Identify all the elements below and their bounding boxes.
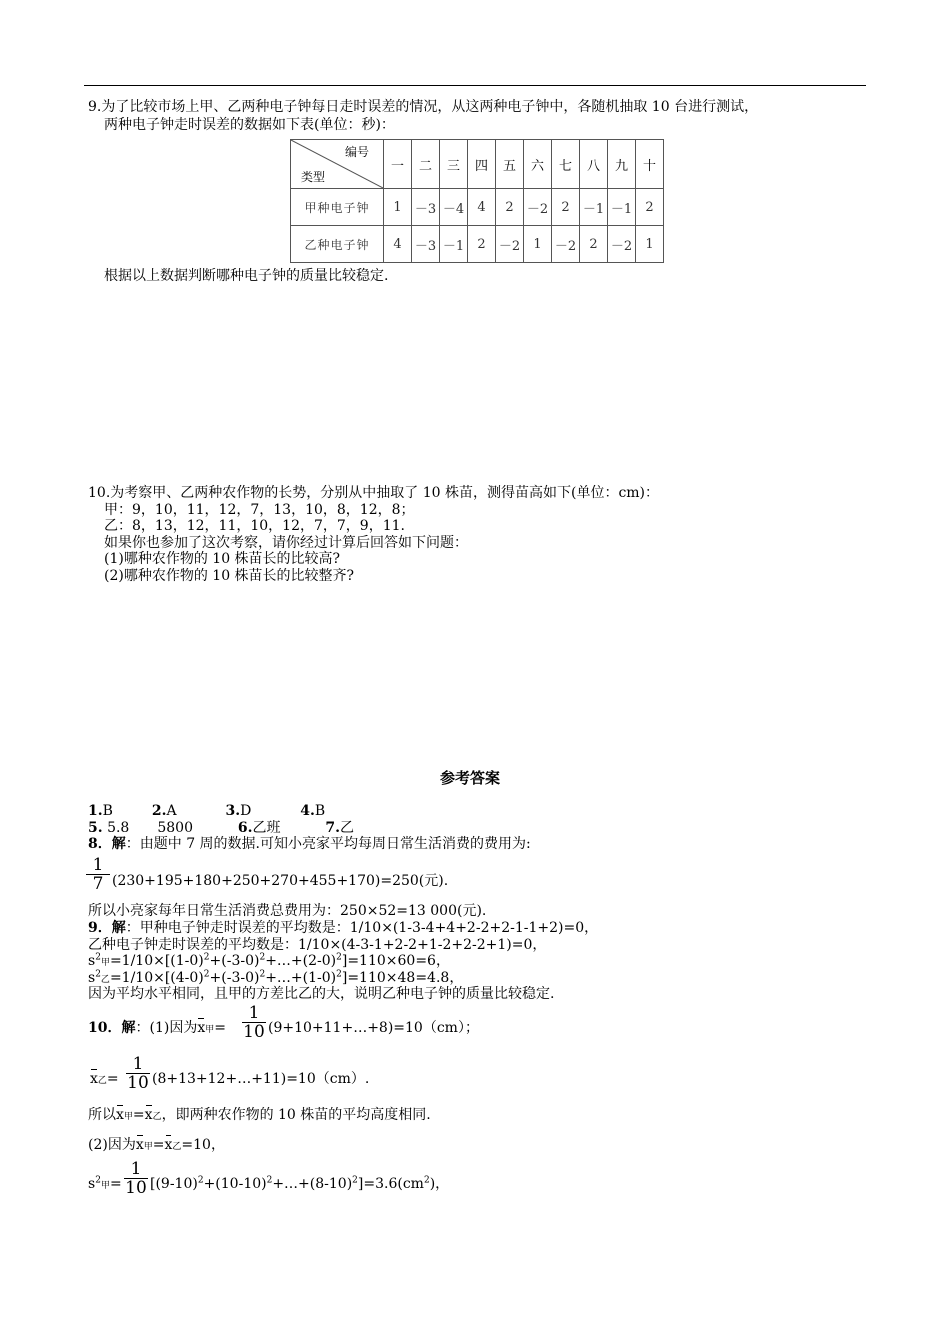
answer10-line2b: (8+13+12+…+11)=10（cm）. [152, 1071, 370, 1087]
answer10-line5a [88, 1176, 122, 1194]
answer10-text: ：(1)因为 [135, 1020, 198, 1036]
expr: +…+(2-0) [265, 953, 337, 969]
answer-number: 2. [151, 803, 167, 819]
var-s: s [88, 970, 96, 986]
answer10-line3 [88, 1107, 431, 1125]
subscript: 乙 [97, 1076, 107, 1086]
x-bar-symbol: x [164, 1137, 173, 1153]
superscript: 2 [423, 1175, 430, 1186]
answer9-label: 9．解 [88, 920, 126, 936]
fraction-one-seventh [86, 856, 110, 893]
answer10-line2a [90, 1071, 119, 1089]
superscript: 2 [259, 952, 266, 963]
answer-value: B [102, 803, 113, 819]
expr: =1/10×[(4-0) [109, 970, 204, 986]
col-header: 六 [524, 140, 552, 189]
table-cell: －1 [608, 189, 636, 226]
fraction-one-tenth [242, 1004, 266, 1041]
x-bar-symbol: x [90, 1071, 98, 1087]
answer10-line1b: (9+10+11+…+8)=10（cm）； [268, 1020, 479, 1036]
q10-line5: (1)哪种农作物的 10 株苗长的比较高? [104, 551, 341, 567]
q10-line2: 甲：9，10，11，12，7，13，10，8，12，8； [104, 502, 415, 518]
equals-sign: = [152, 1137, 165, 1153]
row-label: 乙种电子钟 [291, 226, 384, 263]
expr: =1/10×[(1-0) [109, 953, 204, 969]
answer-value: 5.8 5800 [107, 820, 193, 836]
superscript: 2 [336, 952, 342, 963]
superscript: 2 [95, 952, 101, 963]
fraction-denominator: 10 [243, 1022, 265, 1042]
table-cell: 2 [636, 189, 664, 226]
answers-title: 参考答案 [440, 769, 501, 787]
table-row [291, 189, 664, 226]
answer8-text: ：由题中 7 周的数据.可知小亮家平均每周日常生活消费的费用为: [125, 836, 531, 852]
table-cell: 4 [468, 189, 496, 226]
answer-value: 乙班 [252, 820, 281, 836]
error-data-table [290, 139, 664, 263]
header-type-label: 类型 [301, 170, 326, 184]
col-header: 一 [384, 140, 412, 189]
expr: ]=110×60=6， [341, 953, 450, 969]
subscript: 乙 [152, 1112, 162, 1122]
answer10-line1a [88, 1020, 226, 1038]
expr: ]=110×48=4.8， [341, 970, 464, 986]
table-cell: 2 [552, 189, 580, 226]
fraction-numerator: 1 [126, 1055, 150, 1074]
subscript: 甲 [123, 1112, 133, 1122]
answer-number: 6. [237, 820, 253, 836]
answer8-calc: (230+195+180+250+270+455+170)=250(元). [112, 873, 449, 889]
superscript: 2 [259, 969, 266, 980]
answers-row2 [88, 820, 354, 836]
table-cell: 2 [580, 226, 608, 263]
x-bar-symbol: x [144, 1107, 153, 1123]
q10-line4: 如果你也参加了这次考察，请你经过计算后回答如下问题： [104, 535, 468, 551]
superscript: 2 [197, 1175, 204, 1186]
q9-line2: 两种电子钟走时误差的数据如下表(单位：秒)： [104, 117, 395, 133]
answer9-line1 [88, 920, 598, 936]
answer-value: A [166, 803, 177, 819]
q10-line3: 乙：8，13，12，11，10，12，7，7，9，11. [104, 518, 405, 534]
col-header: 十 [636, 140, 664, 189]
x-bar-symbol: x [197, 1020, 206, 1036]
answer10-text: =10， [181, 1137, 225, 1153]
answer-value: B [314, 803, 326, 819]
table-cell: 1 [384, 189, 412, 226]
answers-row1 [88, 803, 325, 819]
answer-number: 7. [325, 820, 341, 836]
answer-value: D [240, 803, 252, 819]
answer9-line3 [88, 953, 450, 971]
q10-line6: (2)哪种农作物的 10 株苗长的比较整齐? [104, 568, 355, 584]
answer10-text: (2)因为 [88, 1137, 136, 1153]
subscript: 甲 [100, 958, 110, 968]
table-cell: －2 [524, 189, 552, 226]
expr: +(-3-0) [209, 953, 260, 969]
expr: +(-3-0) [209, 970, 260, 986]
table-cell: －2 [608, 226, 636, 263]
table-cell: 2 [468, 226, 496, 263]
subscript: 甲 [143, 1142, 153, 1152]
q10-line1: 10.为考察甲、乙两种农作物的长势，分别从中抽取了 10 株苗，测得苗高如下(单位：cm)： [88, 485, 660, 501]
answer8-label: 8．解 [88, 836, 126, 852]
header-number-label: 编号 [344, 145, 369, 159]
col-header: 八 [580, 140, 608, 189]
table-row [291, 226, 664, 263]
answer8-intro [88, 836, 531, 852]
table-cell: 1 [636, 226, 664, 263]
fraction-numerator: 1 [86, 856, 110, 875]
table-cell: －3 [412, 189, 440, 226]
col-header: 三 [440, 140, 468, 189]
subscript: 甲 [100, 1181, 110, 1191]
fraction-denominator: 10 [127, 1073, 149, 1093]
table-header-cell [291, 140, 384, 189]
superscript: 2 [266, 1175, 273, 1186]
table-cell: 4 [384, 226, 412, 263]
fraction-numerator: 1 [242, 1004, 266, 1023]
expr: [(9-10) [150, 1176, 198, 1192]
table-cell: －4 [440, 189, 468, 226]
x-bar-symbol: x [135, 1137, 144, 1153]
superscript: 2 [203, 952, 210, 963]
top-rule [84, 85, 866, 86]
table-cell: －2 [552, 226, 580, 263]
fraction-numerator: 1 [124, 1160, 148, 1179]
superscript: 2 [95, 1175, 101, 1186]
equals-sign: = [109, 1176, 122, 1192]
equals-sign: = [106, 1071, 119, 1087]
answer-value: 乙 [340, 820, 355, 836]
expr: ]=3.6(cm [357, 1176, 424, 1192]
expr: +(10-10) [203, 1176, 267, 1192]
var-s: s [88, 1176, 96, 1192]
fraction-one-tenth [126, 1055, 150, 1092]
subscript: 乙 [172, 1142, 182, 1152]
answer9-text: ：甲种电子钟走时误差的平均数是：1/10×(1-3-4+4+2-2+2-1-1+2)=0， [125, 920, 599, 936]
superscript: 2 [336, 969, 342, 980]
row-label: 甲种电子钟 [291, 189, 384, 226]
col-header: 五 [496, 140, 524, 189]
fraction-denominator: 7 [92, 874, 104, 894]
expr: +…+(1-0) [265, 970, 337, 986]
superscript: 2 [352, 1175, 358, 1186]
answer-number: 4. [300, 803, 315, 819]
fraction-one-tenth [124, 1160, 148, 1197]
answer9-line2: 乙种电子钟走时误差的平均数是：1/10×(4-3-1+2-2+1-2+2-2+1)=0， [88, 937, 547, 953]
var-s: s [88, 953, 96, 969]
table-cell: 1 [524, 226, 552, 263]
col-header: 七 [552, 140, 580, 189]
answer10-line5b [150, 1176, 449, 1192]
answer-number: 5. [88, 820, 103, 836]
equals-sign: = [214, 1020, 226, 1036]
q9-line1: 9.为了比较市场上甲、乙两种电子钟每日走时误差的情况，从这两种电子钟中，各随机抽取 10 台进行测试， [88, 99, 759, 115]
answer10-text: ，即两种农作物的 10 株苗的平均高度相同. [161, 1107, 431, 1123]
table-cell: 2 [496, 189, 524, 226]
col-header: 九 [608, 140, 636, 189]
answer-number: 1. [88, 803, 103, 819]
subscript: 乙 [100, 975, 110, 985]
table-cell: －2 [496, 226, 524, 263]
superscript: 2 [203, 969, 210, 980]
expr: +…+(8-10) [272, 1176, 353, 1192]
equals-sign: = [132, 1107, 145, 1123]
table-cell: －1 [580, 189, 608, 226]
expr: )， [429, 1176, 450, 1192]
answer10-line4 [88, 1137, 225, 1155]
table-cell: －1 [440, 226, 468, 263]
answer-number: 3. [225, 803, 241, 819]
col-header: 二 [412, 140, 440, 189]
q9-question: 根据以上数据判断哪种电子钟的质量比较稳定. [104, 268, 389, 284]
answer9-conclusion: 因为平均水平相同，且甲的方差比乙的大，说明乙种电子钟的质量比较稳定. [88, 986, 555, 1002]
answer10-label: 10．解 [88, 1020, 136, 1036]
superscript: 2 [95, 969, 101, 980]
answer8-total: 所以小亮家每年日常生活消费总费用为：250×52=13 000(元). [88, 903, 487, 919]
x-bar-symbol: x [116, 1107, 124, 1123]
table-cell: －3 [412, 226, 440, 263]
subscript: 甲 [205, 1025, 215, 1035]
col-header: 四 [468, 140, 496, 189]
fraction-denominator: 10 [125, 1178, 147, 1198]
answer10-text: 所以 [88, 1107, 116, 1123]
